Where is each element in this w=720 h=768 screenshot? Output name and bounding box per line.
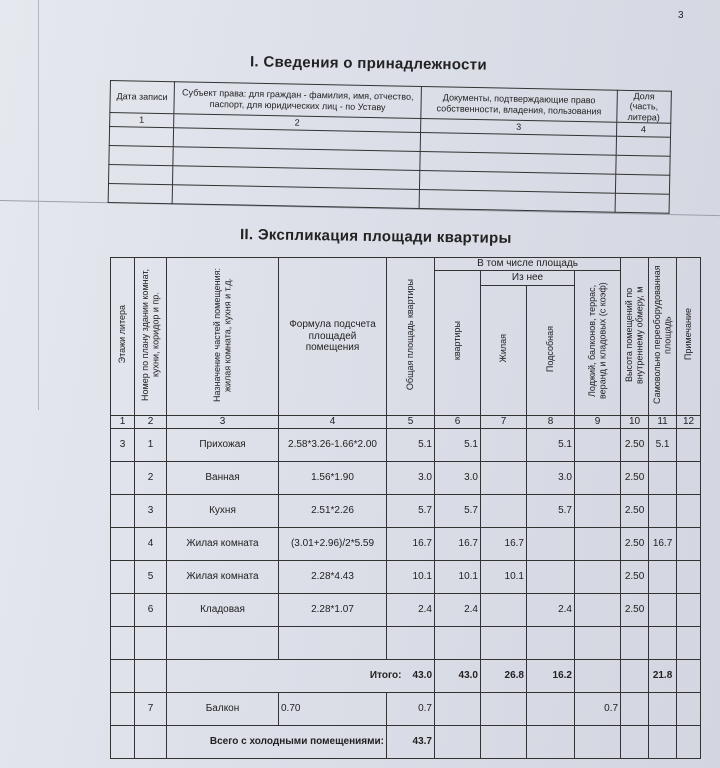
total-label: Итого: 43.0 [167, 659, 435, 692]
total-self: 21.8 [649, 659, 677, 692]
header-loggia: Лоджий, балконов, террас, веранд и кладовых (с коэф) [575, 271, 621, 416]
ownership-table [108, 80, 672, 214]
header-floor: Этажи литера [111, 258, 135, 416]
table-row-empty [111, 626, 701, 659]
header-total-area: Общая площадь квартиры [387, 258, 435, 416]
table-row: 6 Кладовая 2.28*1.07 2.4 2.4 2.4 2.50 [111, 593, 701, 626]
header-incl-area: В том числе площадь [435, 258, 621, 271]
header-formula: Формула подсчета площадей помещения [279, 258, 387, 416]
table-row: 2 Ванная 1.56*1.90 3.0 3.0 3.0 2.50 [111, 461, 701, 494]
table-row: 3 1 Прихожая 2.58*3.26-1.66*2.00 5.1 5.1 5.1 2.50 5.1 [111, 428, 701, 461]
fold-line-vertical [38, 0, 39, 410]
header-documents: Документы, подтверждающие право собственности, владения, пользования [421, 86, 617, 122]
balcony-row: 7 Балкон 0.70 0.7 0.7 [111, 692, 701, 725]
col-num: 4 [616, 122, 671, 137]
header-height: Высота помещений по внутреннему обмеру, м [621, 258, 649, 416]
header-date: Дата записи [110, 81, 174, 114]
header-self-built: Самовольно переоборудованная площадь [649, 258, 677, 416]
header-auxiliary: Подсобная [527, 286, 575, 415]
explication-table [110, 257, 701, 759]
col-num: 1 [110, 113, 174, 128]
total-flat: 43.0 [435, 659, 481, 692]
header-subject: Субъект права: для граждан - фамилия, имя, отчество, паспорт, для юридических лиц - по Уставу [174, 82, 422, 119]
total-row [111, 659, 701, 692]
header-of-which: Из нее [481, 271, 575, 286]
col-num: 2 [173, 114, 421, 133]
col-num: 3 [421, 119, 617, 137]
total-living: 26.8 [481, 659, 527, 692]
header-share: Доля (часть, литера) [616, 90, 671, 123]
table-row: 5 Жилая комната 2.28*4.43 10.1 10.1 10.1 2.50 [111, 560, 701, 593]
page-number: 3 [678, 10, 684, 21]
header-living: Жилая [481, 286, 527, 415]
table-row: 3 Кухня 2.51*2.26 5.7 5.7 5.7 2.50 [111, 494, 701, 527]
header-purpose: Назначение частей помещения: жилая комната, кухня и т.д. [167, 258, 279, 416]
table-row: 4 Жилая комната (3.01+2.96)/2*5.59 16.7 16.7 16.7 2.50 16.7 [111, 527, 701, 560]
header-room-no: Номер по плану здании комнат, кухни, коридор и пр. [135, 258, 167, 416]
section2-title: II. Экспликация площади квартиры [239, 226, 512, 247]
header-note: Примечание [677, 258, 701, 416]
total-aux: 16.2 [527, 659, 575, 692]
header-flat: квартиры [435, 271, 481, 416]
grand-total-row [111, 725, 701, 758]
section1-title: I. Сведения о принадлежности [249, 53, 488, 74]
column-numbers: 1 2 3 4 5 6 7 8 9 10 11 12 [111, 415, 701, 428]
grand-total-label: Всего с холодными помещениями: [167, 725, 387, 758]
grand-total-value: 43.7 [387, 725, 435, 758]
